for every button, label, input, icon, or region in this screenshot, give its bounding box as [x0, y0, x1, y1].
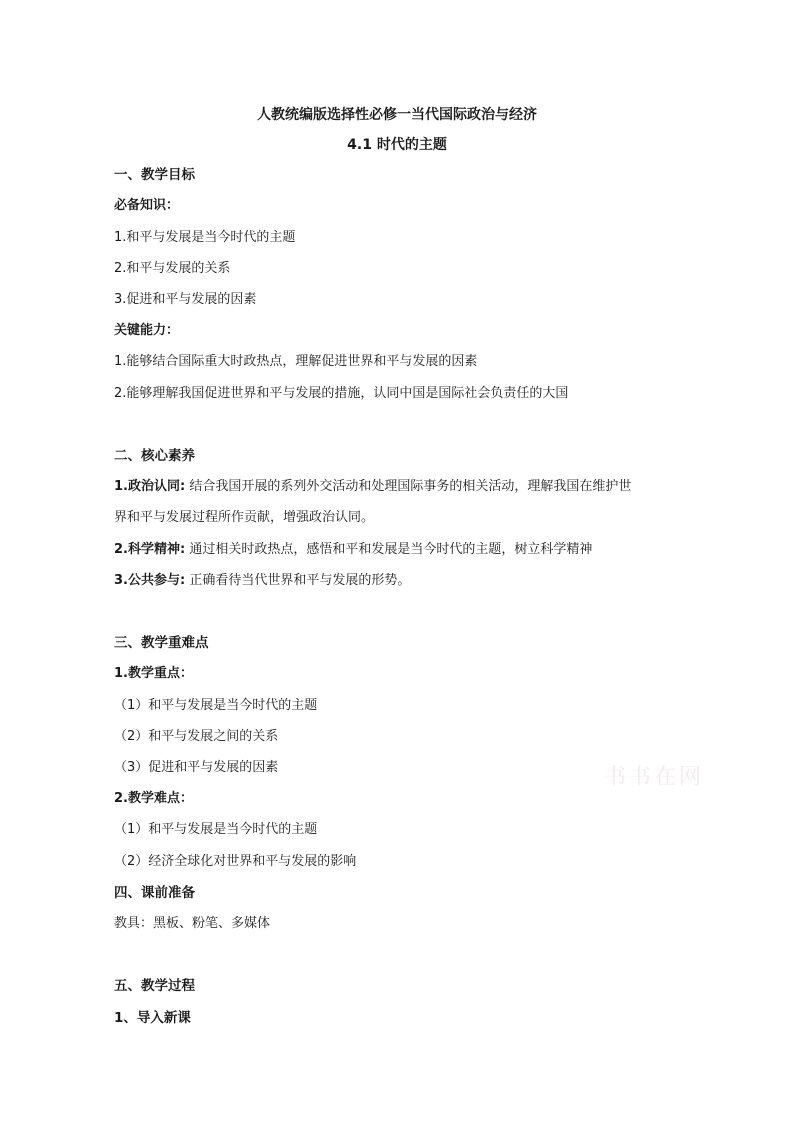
- literacy-item-2: [114, 541, 592, 559]
- document-title: 人教统编版选择性必修一当代国际政治与经济: [257, 107, 537, 123]
- key-point-3: （3）促进和平与发展的因素: [114, 760, 279, 775]
- section-1-heading: 一、教学目标: [114, 167, 195, 183]
- ability-label: 关键能力：: [114, 323, 180, 338]
- key-point-2: （2）和平与发展之间的关系: [114, 729, 279, 744]
- section-4-heading: 四、课前准备: [114, 885, 195, 901]
- literacy-label-1: 1.政治认同:: [114, 479, 186, 494]
- ability-item-2: 2.能够理解我国促进世界和平与发展的措施，认同中国是国际社会负责任的大国: [114, 386, 569, 401]
- knowledge-item-3: 3.促进和平与发展的因素: [114, 292, 257, 307]
- watermark: 书书在网: [604, 765, 705, 790]
- difficult-point-2: （2）经济全球化对世界和平与发展的影响: [114, 854, 357, 869]
- teaching-aids: 教具：黑板、粉笔、多媒体: [114, 916, 271, 931]
- literacy-text-1: 结合我国开展的系列外交活动和处理国际事务的相关活动，理解我国在维护世: [185, 479, 632, 494]
- literacy-label-3: 3.公共参与:: [114, 573, 186, 588]
- section-2-heading: 二、核心素养: [114, 448, 195, 464]
- section-5-heading: 五、教学过程: [114, 978, 195, 994]
- key-points-label: 1.教学重点：: [114, 666, 193, 681]
- difficult-point-1: （1）和平与发展是当今时代的主题: [114, 822, 318, 837]
- literacy-item-3: [114, 572, 410, 590]
- knowledge-label: 必备知识：: [114, 198, 180, 213]
- key-point-1: （1）和平与发展是当今时代的主题: [114, 698, 318, 713]
- literacy-item-1-continued: 界和平与发展过程所作贡献，增强政治认同。: [114, 510, 375, 525]
- literacy-label-2: 2.科学精神:: [114, 542, 186, 557]
- literacy-text-3: 正确看待当代世界和平与发展的形势。: [185, 573, 411, 588]
- knowledge-item-2: 2.和平与发展的关系: [114, 261, 231, 276]
- ability-item-1: 1.能够结合国际重大时政热点，理解促进世界和平与发展的因素: [114, 354, 478, 369]
- literacy-text-2: 通过相关时政热点，感悟和平和发展是当今时代的主题，树立科学精神: [185, 542, 593, 557]
- document-subtitle: 4.1 时代的主题: [347, 137, 447, 153]
- difficult-points-label: 2.教学难点：: [114, 791, 193, 806]
- section-5-subheading: 1、导入新课: [114, 1010, 191, 1026]
- literacy-item-1: [114, 478, 631, 496]
- section-3-heading: 三、教学重难点: [114, 635, 209, 651]
- knowledge-item-1: 1.和平与发展是当今时代的主题: [114, 230, 296, 245]
